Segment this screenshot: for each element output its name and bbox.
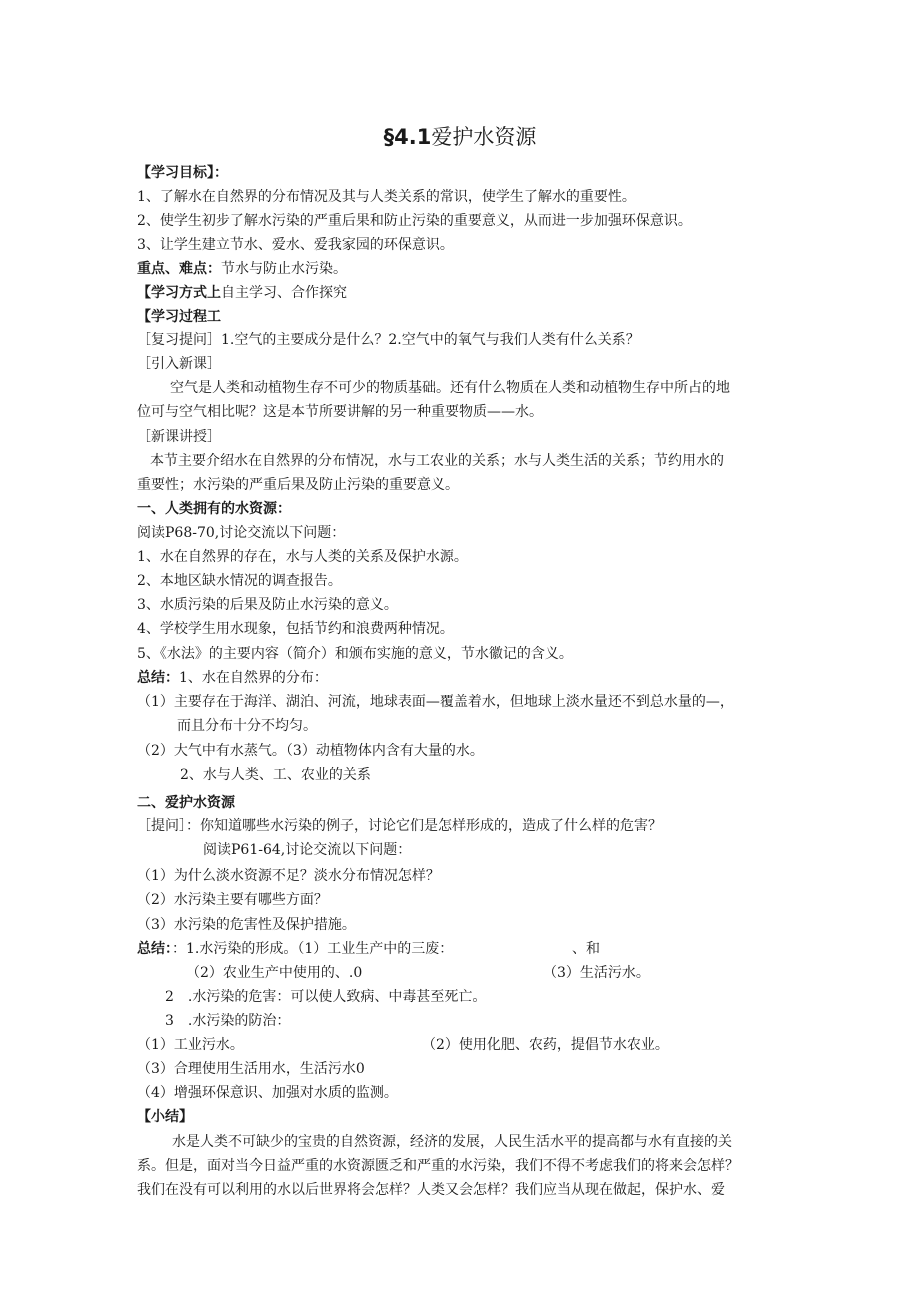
- section2-item: （1）为什么淡水资源不足？淡水分布情况怎样？: [137, 868, 440, 884]
- section2-item: （3）水污染的危害性及保护措施。: [137, 917, 356, 933]
- summary-text: （2）农业生产中使用的、.0: [186, 965, 363, 981]
- method-text: 自主学习、合作探究: [221, 285, 347, 301]
- objective-item: 3、让学生建立节水、爱水、爱我家园的环保意识。: [137, 237, 454, 253]
- section1-item: 5、《水法》的主要内容（简介）和颁布实施的意义，节水徽记的含义。: [137, 646, 573, 662]
- summary-text: 、和: [572, 941, 600, 957]
- method-label: 【学习方式上: [137, 285, 221, 301]
- section1-item: 2、本地区缺水情况的调查报告。: [137, 573, 342, 589]
- objectives-heading: 【学习目标】：: [137, 165, 228, 181]
- objective-item: 1、了解水在自然界的分布情况及其与人类关系的常识，使学生了解水的重要性。: [137, 189, 636, 205]
- prevention-item: （2）使用化肥、农药，提倡节水农业。: [422, 1037, 669, 1053]
- summary-line: 而且分布十分不均匀。: [177, 718, 317, 734]
- section2-summary: [137, 938, 453, 960]
- summary-label: 总结：: [137, 670, 179, 686]
- summary-text: （3）生活污水。: [543, 965, 650, 981]
- prevention-item: （3）合理使用生活用水，生活污水0: [137, 1061, 365, 1077]
- conclusion-line: 系。但是，面对当今日益严重的水资源匮乏和严重的水污染，我们不得不考虑我们的将来会怎样？: [137, 1158, 739, 1174]
- lesson-paragraph-line: 本节主要介绍水在自然界的分布情况，水与工农业的关系；水与人类生活的关系；节约用水的: [150, 453, 724, 469]
- section1-summary: [137, 667, 328, 689]
- section2-question: ［提问］：你知道哪些水污染的例子，讨论它们是怎样形成的，造成了什么样的危害？: [137, 818, 662, 834]
- keypoints-label: 重点、难点：: [137, 261, 221, 277]
- lesson-heading: ［新课讲授］: [137, 429, 221, 445]
- intro-paragraph-line: 空气是人类和动植物生存不可少的物质基础。还有什么物质在人类和动植物生存中所占的地: [170, 380, 730, 396]
- objective-item: 2、使学生初步了解水污染的严重后果和防止污染的重要意义，从而进一步加强环保意识。: [137, 213, 692, 229]
- keypoints-line: [137, 258, 347, 280]
- conclusion-line: 水是人类不可缺少的宝贵的自然资源，经济的发展，人民生活水平的提高都与水有直接的关: [172, 1134, 732, 1150]
- intro-paragraph-line: 位可与空气相比呢？这是本节所要讲解的另一种重要物质——水。: [137, 404, 543, 420]
- lesson-paragraph-line: 重要性；水污染的严重后果及防止污染的重要意义。: [137, 477, 459, 493]
- method-line: [137, 282, 347, 304]
- title-text: 爱护水资源: [431, 125, 537, 149]
- summary-line: 2、水与人类、工、农业的关系: [180, 767, 371, 783]
- summary-text: 3 .水污染的防治：: [165, 1013, 291, 1029]
- section1-item: 4、学校学生用水现象，包括节约和浪费两种情况。: [137, 621, 454, 637]
- section1-item: 3、水质污染的后果及防止水污染的意义。: [137, 597, 398, 613]
- section2-heading: 二、爱护水资源: [137, 795, 235, 811]
- title-number: §4.1: [383, 125, 432, 149]
- summary-text: ：1.水污染的形成。（1）工业生产中的三废：: [172, 941, 454, 957]
- page-title: [0, 122, 920, 152]
- summary-line: （1）主要存在于海洋、湖泊、河流，地球表面—覆盖着水，但地球上淡水量还不到总水量的—，: [137, 694, 734, 710]
- summary-text: 2 .水污染的危害：可以使人致病、中毒甚至死亡。: [165, 989, 487, 1005]
- keypoints-text: 节水与防止水污染。: [221, 261, 347, 277]
- summary-label: 总结：: [137, 941, 172, 957]
- prevention-item: （4）增强环保意识、加强对水质的监测。: [137, 1085, 398, 1101]
- conclusion-line: 我们在没有可以利用的水以后世界将会怎样？人类又会怎样？我们应当从现在做起，保护水、爱: [137, 1182, 725, 1198]
- intro-heading: ［引入新课］: [137, 356, 221, 372]
- section2-item: （2）水污染主要有哪些方面？: [137, 892, 328, 908]
- review-question: ［复习提问］1.空气的主要成分是什么？2.空气中的氧气与我们人类有什么关系？: [137, 332, 640, 348]
- summary-line: （2）大气中有水蒸气。（3）动植物体内含有大量的水。: [137, 743, 484, 759]
- section1-item: 1、水在自然界的存在，水与人类的关系及保护水源。: [137, 549, 468, 565]
- conclusion-heading: 【小结】: [137, 1109, 193, 1125]
- summary-text: 1、水在自然界的分布：: [179, 670, 328, 686]
- section1-read: 阅读P68-70,讨论交流以下问题：: [137, 525, 346, 541]
- section2-read: 阅读P61-64,讨论交流以下问题：: [203, 842, 412, 858]
- section1-heading: 一、人类拥有的水资源：: [137, 501, 291, 517]
- process-heading: 【学习过程工: [137, 309, 221, 325]
- prevention-item: （1）工业污水。: [137, 1037, 244, 1053]
